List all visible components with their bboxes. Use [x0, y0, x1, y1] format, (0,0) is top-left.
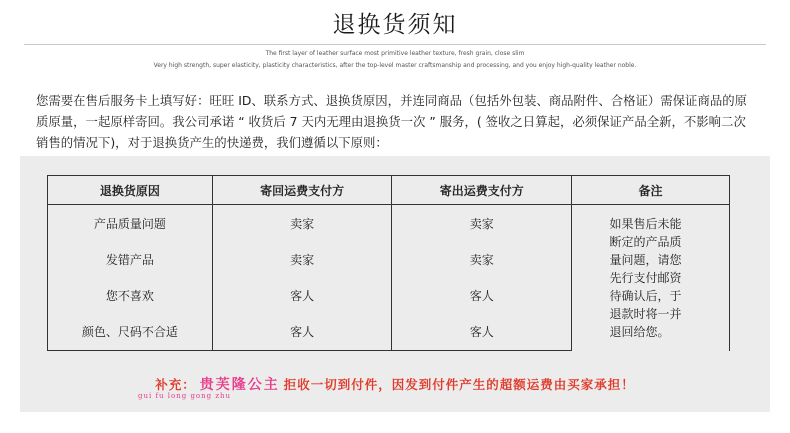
note-cell — [572, 205, 730, 351]
shop-name-pinyin: gui fu long gong zhu — [138, 392, 232, 400]
subtitle-line-1: The first layer of leather surface most primitive leather texture, fresh grain, close slim — [265, 50, 525, 57]
column-header-note: 备注 — [572, 176, 730, 205]
cell-return-payer: 卖家 — [212, 242, 392, 278]
cell-outbound-payer: 卖家 — [392, 205, 572, 242]
cell-reason: 产品质量问题 — [48, 205, 213, 242]
table-row — [48, 205, 730, 242]
subtitle-line-2: Very high strength, super elasticity, plasticity characteristics, after the top-level master craftsmanship and processing, and you enjoy high-quality leather noble. — [153, 62, 637, 69]
title-divider — [24, 44, 766, 45]
return-policy-table — [47, 175, 730, 351]
cell-outbound-payer: 客人 — [392, 277, 572, 313]
cell-return-payer: 卖家 — [212, 205, 392, 242]
shop-name-logo: 贵芙隆公主 — [199, 377, 280, 393]
cell-reason: 您不喜欢 — [48, 277, 213, 313]
cell-reason: 发错产品 — [48, 242, 213, 278]
note-text: 如果售后未能断定的产品质量问题，请您先行支付邮资待确认后，于退款时将一并退回给您。 — [609, 216, 682, 339]
cell-outbound-payer: 客人 — [392, 313, 572, 350]
cell-reason: 颜色、尺码不合适 — [48, 313, 213, 350]
supplement-text: 拒收一切到付件，因发到付件产生的超额运费由买家承担！ — [283, 377, 635, 392]
cell-return-payer: 客人 — [212, 313, 392, 350]
column-header-reason: 退换货原因 — [48, 176, 213, 205]
supplement-notice — [0, 374, 790, 394]
intro-paragraph: 您需要在售后服务卡上填写好：旺旺 ID、联系方式、退换货原因，并连同商品（包括外包装、商品附件、合格证）需保证商品的原质原量，一起原样寄回。我公司承诺 “ 收货后 7 天内无理由退换货一次 ” 服务，( 签收之日算起，必须保证产品全新，不影响二次销售的情况下)，对于退换货产生的快递费，我们遵循以下原则： — [36, 93, 748, 150]
column-header-return-shipping: 寄回运费支付方 — [212, 176, 392, 205]
page-title: 退换货须知 — [332, 12, 458, 38]
cell-outbound-payer: 卖家 — [392, 242, 572, 278]
supplement-prefix: 补充： — [155, 377, 196, 392]
cell-return-payer: 客人 — [212, 277, 392, 313]
column-header-outbound-shipping: 寄出运费支付方 — [392, 176, 572, 205]
table-header-row — [48, 176, 730, 205]
